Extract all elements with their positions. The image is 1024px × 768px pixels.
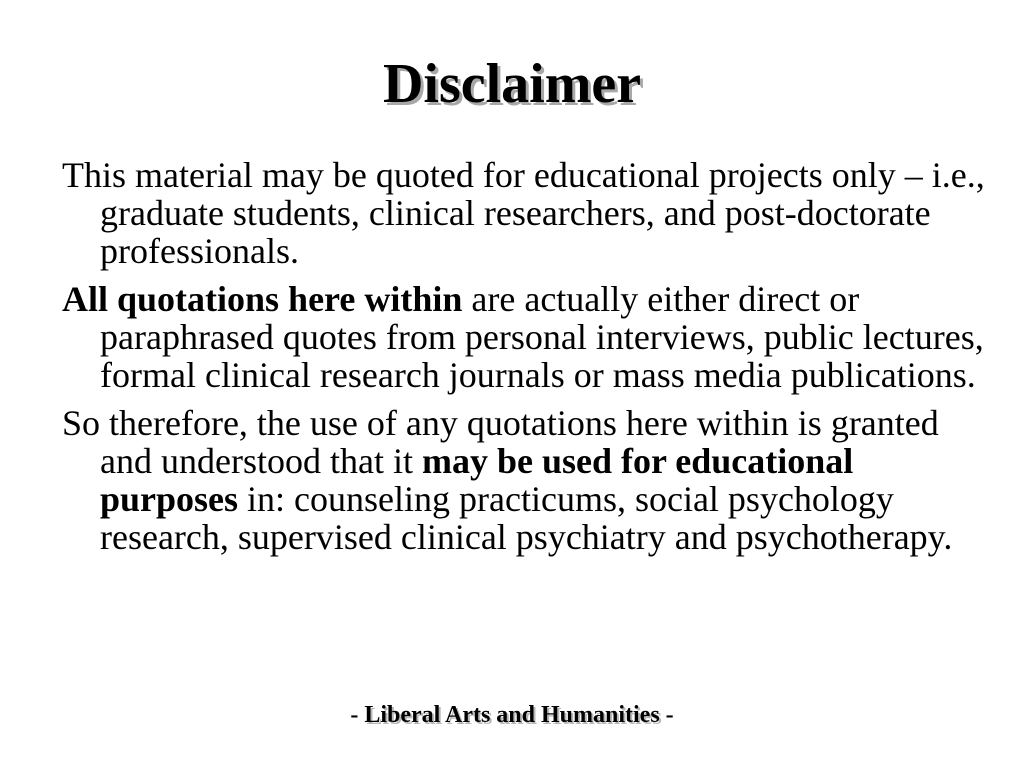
footer-suffix: -	[659, 702, 674, 728]
slide-title: Disclaimer	[382, 53, 642, 115]
paragraph-3-text-end: in: counseling practicums, social psychology research, supervised clinical psychiatry and psychotherapy.	[100, 479, 953, 557]
paragraph-2-text: are actually either direct or paraphrased quotes from personal interviews, public lectures, formal clinical research journals or mass media publications.	[100, 279, 984, 395]
slide-footer	[0, 700, 1024, 730]
footer-prefix: -	[350, 702, 365, 728]
paragraph-2-bold-lead: All quotations here within	[62, 279, 463, 319]
paragraph-2	[62, 280, 992, 394]
paragraph-1	[62, 156, 992, 270]
paragraph-3	[62, 404, 992, 556]
paragraph-1-text: This material may be quoted for educational projects only – i.e., graduate students, clinical researchers, and post-doctorate professionals.	[62, 155, 985, 271]
slide-body	[62, 156, 992, 566]
paragraph-3-bold-phrase: may be used for educational purposes	[100, 441, 854, 519]
footer-text: Liberal Arts and Humanities	[364, 702, 660, 728]
paragraph-3-text-start: So therefore, the use of any quotations here within is granted and understood that it	[62, 403, 939, 481]
